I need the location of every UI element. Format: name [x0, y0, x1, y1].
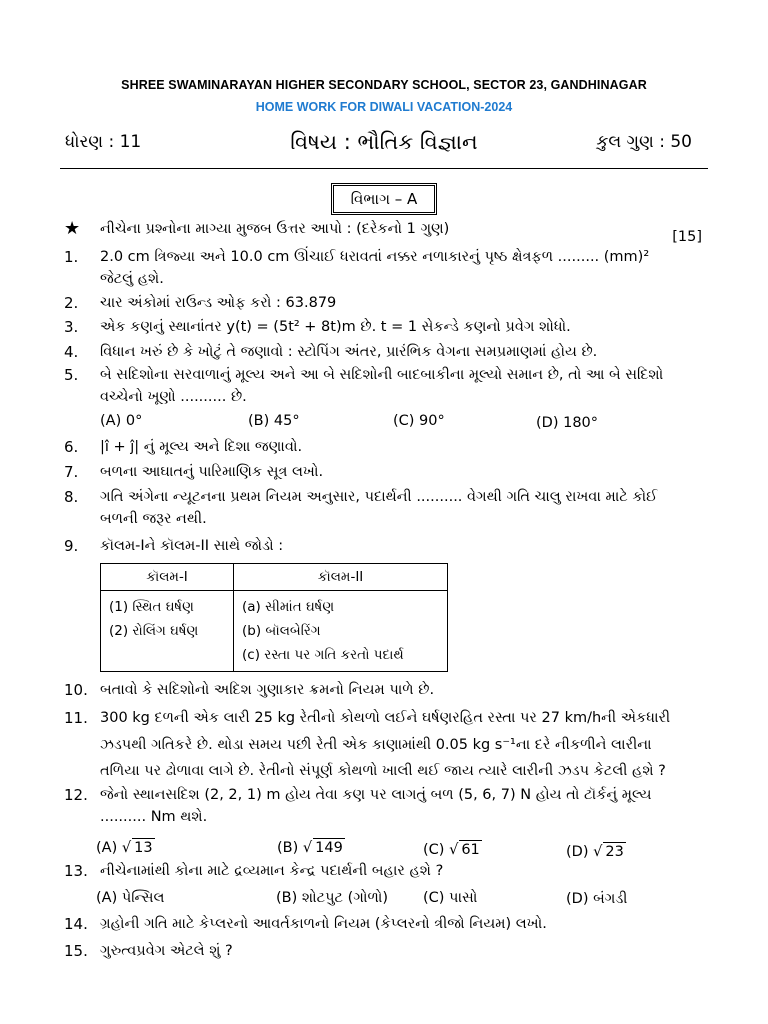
q1-number: 1.: [64, 248, 79, 266]
q12-option-a-value: 13: [134, 840, 153, 856]
q5-text-line2: વચ્ચેનો ખૂણો .......... છે.: [100, 389, 247, 405]
q13-option-a: (A) પેન્સિલ: [96, 890, 165, 906]
q12-option-c-label: (C): [423, 842, 445, 858]
q5-number: 5.: [64, 366, 79, 384]
q13-option-b: (B) શોટપુટ (ગોળો): [276, 890, 389, 906]
q9-number: 9.: [64, 537, 79, 555]
q12-number: 12.: [64, 786, 88, 804]
column-2-cell: [234, 591, 448, 672]
section-instruction: નીચેના પ્રશ્નોના માગ્યા મુજબ ઉત્તર આપો : (દરેકનો 1 ગુણ): [100, 221, 450, 237]
sqrt-icon: √: [302, 840, 313, 856]
match-columns-table: [100, 563, 448, 672]
q14-text: ગ્રહોની ગતિ માટે કેપ્લરનો આવર્તકાળનો નિયમ (કેપ્લરનો ત્રીજો નિયમ) લખો.: [100, 916, 547, 932]
q5-text-line1: બે સદિશોના સરવાળાનું મૂલ્ય અને આ બે સદિશોની બાદબાકીના મૂલ્યો સમાન છે, તો આ બે સદિશો: [100, 367, 664, 383]
q4-number: 4.: [64, 343, 79, 361]
q12-text-line1: જેનો સ્થાનસદિશ (2, 2, 1) m હોય તેવા કણ પર લાગતું બળ (5, 6, 7) N હોય તો ટૉર્કનું મૂલ્ય: [100, 787, 652, 803]
column-2-item-b: (b) બૉલબેરિંગ: [242, 623, 321, 639]
sqrt-icon: √: [449, 842, 459, 858]
sqrt-icon: √: [121, 840, 132, 856]
q6-text: |î + ĵ| નું મૂલ્ય અને દિશા જણાવો.: [100, 439, 303, 455]
q11-text-line1: 300 kg દળની એક લારી 25 kg રેતીનો કોથળો લઈને ઘર્ષણરહિત રસ્તા પર 27 km/hની એકધારી: [100, 710, 671, 726]
q13-option-d: (D) બંગડી: [566, 891, 628, 907]
q9-text: કૉલમ-Iને કૉલમ-II સાથે જોડો :: [100, 538, 284, 554]
column-1-header: કૉલમ-I: [101, 564, 234, 591]
q12-option-b: [277, 838, 345, 857]
q10-number: 10.: [64, 681, 88, 699]
column-2-item-a: (a) સીમાંત ઘર્ષણ: [242, 599, 335, 615]
q6-number: 6.: [64, 438, 79, 456]
q11-number: 11.: [64, 709, 88, 727]
q12-option-b-label: (B): [277, 840, 299, 856]
q12-option-d-value: 23: [605, 844, 624, 860]
column-1-cell: [101, 591, 234, 672]
q1-text-line1: 2.0 cm ત્રિજ્યા અને 10.0 cm ઊંચાઈ ધરાવતાં નક્કર નળાકારનું પૃષ્ઠ ક્ષેત્રફળ ......... (mm)²: [100, 249, 650, 265]
star-icon: ★: [64, 218, 81, 239]
q2-number: 2.: [64, 294, 79, 312]
column-1-item-1: (1) સ્થિત ઘર્ષણ: [109, 599, 194, 615]
q10-text: બતાવો કે સદિશોનો અદિશ ગુણાકાર ક્રમનો નિયમ પાળે છે.: [100, 682, 435, 698]
q12-option-d-label: (D): [566, 844, 589, 860]
q7-text: બળના આઘાતનું પારિમાણિક સૂત્ર લખો.: [100, 464, 324, 480]
q13-number: 13.: [64, 862, 88, 880]
standard-label: ધોરણ : 11: [65, 132, 142, 152]
total-marks-label: કુલ ગુણ : 50: [596, 132, 692, 152]
q13-option-c: (C) પાસો: [423, 890, 478, 906]
q12-option-d: [566, 842, 626, 861]
section-total-marks: [15]: [672, 229, 702, 245]
subject-label: વિષય : ભૌતિક વિજ્ઞાન: [290, 130, 478, 154]
q11-text-line2: ઝડપથી ગતિકરે છે. થોડા સમય પછી રેતી એક કાણામાંથી 0.05 kg s⁻¹ના દરે નીકળીને લારીના: [100, 737, 652, 753]
q5-option-a: (A) 0°: [100, 413, 143, 429]
q12-option-a-label: (A): [96, 840, 118, 856]
column-2-header: કૉલમ-II: [234, 564, 448, 591]
q5-option-d: (D) 180°: [536, 415, 599, 431]
q13-text: નીચેનામાંથી કોના માટે દ્રવ્યમાન કેન્દ્ર પદાર્થની બહાર હશે ?: [100, 863, 444, 879]
homework-title: HOME WORK FOR DIWALI VACATION-2024: [255, 100, 513, 114]
q8-text-line1: ગતિ અંગેના ન્યૂટનના પ્રથમ નિયમ અનુસાર, પદાર્થની .......... વેગથી ગતિ ચાલુ રાખવા માટે કોઈ: [100, 489, 658, 505]
section-title: વિભાગ – A: [331, 183, 437, 215]
q11-text-line3: તળિયા પર ઢોળાવા લાગે છે. રેતીનો સંપૂર્ણ કોથળો ખાલી થઈ જાય ત્યારે લારીની ઝડપ કેટલી હશે ?: [100, 763, 666, 779]
q8-text-line2: બળની જરૂર નથી.: [100, 511, 207, 527]
column-1-item-2: (2) રોલિંગ ઘર્ષણ: [109, 623, 199, 639]
q12-option-b-value: 149: [315, 840, 343, 856]
q2-text: ચાર અંકોમાં રાઉન્ડ ઓફ કરો : 63.879: [100, 295, 337, 311]
sqrt-icon: √: [593, 844, 603, 860]
header-divider: [60, 168, 708, 169]
q12-option-a: [96, 838, 155, 857]
q12-text-line2: .......... Nm થશે.: [100, 809, 208, 825]
column-2-item-c: (c) રસ્તા પર ગતિ કરતો પદાર્થ: [242, 647, 404, 663]
q3-number: 3.: [64, 318, 79, 336]
q12-option-c-value: 61: [461, 842, 480, 858]
q15-text: ગુરુત્વપ્રવેગ એટલે શું ?: [100, 943, 233, 959]
q4-text: વિધાન ખરું છે કે ખોટું તે જણાવો : સ્ટોપિંગ અંતર, પ્રારંભિક વેગના સમપ્રમાણમાં હોય છે.: [100, 344, 598, 360]
q5-option-b: (B) 45°: [248, 413, 300, 429]
q1-text-line2: જેટલું હશે.: [100, 271, 164, 287]
school-name: SHREE SWAMINARAYAN HIGHER SECONDARY SCHOOL, SECTOR 23, GANDHINAGAR: [121, 78, 647, 92]
q14-number: 14.: [64, 915, 88, 933]
q7-number: 7.: [64, 463, 79, 481]
q12-option-c: [423, 840, 482, 859]
q15-number: 15.: [64, 942, 88, 960]
q8-number: 8.: [64, 488, 79, 506]
q5-option-c: (C) 90°: [393, 413, 445, 429]
q3-text: એક કણનું સ્થાનાંતર y(t) = (5t² + 8t)m છે. t = 1 સેકન્ડે કણનો પ્રવેગ શોધો.: [100, 319, 571, 335]
